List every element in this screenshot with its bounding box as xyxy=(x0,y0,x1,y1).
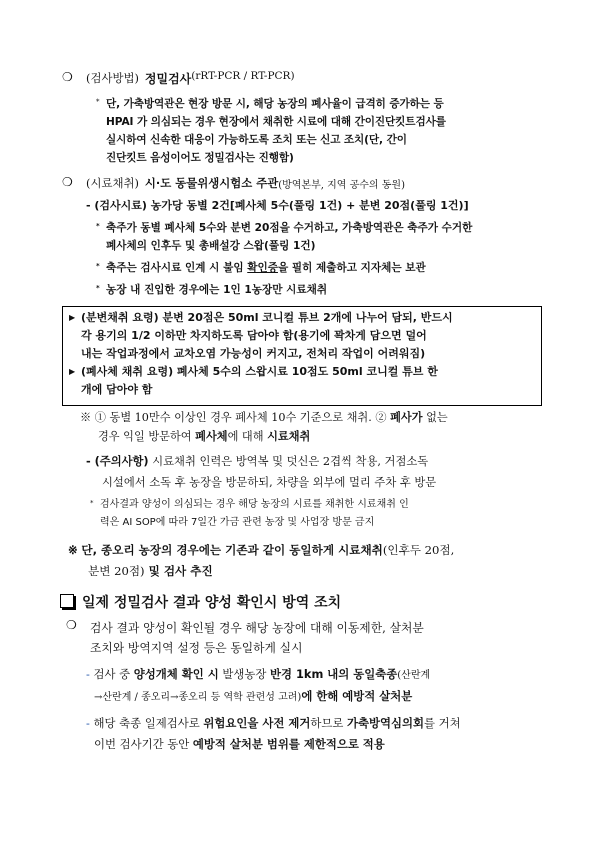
ref-text: 경우 익일 방문하여 xyxy=(98,430,196,443)
ref-text-bold: 시료채취 xyxy=(267,430,311,443)
star-bullet-icon: * xyxy=(96,284,100,292)
caution-head: - (주의사항) xyxy=(86,455,149,468)
s3-text: 해당 축종 일제검사로 xyxy=(93,716,204,730)
caution-text: 시료채취 인력은 방역복 및 덧신은 2겹씩 착용, 거점소독 xyxy=(148,455,429,468)
s2-note-line: 축주는 검사시료 인계 시 불임 xyxy=(106,262,248,274)
s3-text: 하므로 xyxy=(310,716,347,730)
caution-note xyxy=(90,496,409,532)
s3-text: 를 거쳐 xyxy=(424,716,461,730)
triangle-bullet-icon: ▶ xyxy=(69,367,76,376)
duck-mark: ※ xyxy=(68,543,78,557)
section-title-text: 일제 정밀검사 결과 양성 확인시 방역 조치 xyxy=(82,595,342,611)
sampling-guide-box xyxy=(62,306,542,406)
dash-bullet: - xyxy=(86,716,90,730)
caution-note-line: 력은 AI SOP에 따라 7일간 가금 관련 농장 및 사업장 방문 금지 xyxy=(100,517,375,528)
s3-line: 검사 결과 양성이 확인될 경우 해당 농장에 대해 이동제한, 살처분 xyxy=(90,621,424,635)
triangle-bullet-icon: ▶ xyxy=(69,313,76,322)
s3-text: 이번 검사기간 동안 xyxy=(94,737,193,751)
box-p1-line: (분변채취 요령) 분변 20점은 50ml 코니컬 튜브 2개에 나누어 담되, 반드시 xyxy=(81,311,453,324)
duck-text-bold: 및 검사 추진 xyxy=(144,564,213,578)
circle-bullet-icon: ❍ xyxy=(62,175,73,189)
duck-text: (인후두 20점, xyxy=(382,543,455,557)
star-bullet-icon: * xyxy=(96,262,100,270)
box-p1-line: 각 용기의 1/2 이하만 차지하도록 담아야 함(용기에 꽉차게 담으면 덜어 xyxy=(81,329,427,342)
s1-note-line: 실시하여 신속한 대응이 가능하도록 조치 또는 신고 조치(단, 간이 xyxy=(106,134,407,146)
s2-title: 시·도 동물위생시험소 주관 xyxy=(144,176,279,190)
s3-text-small: (산란계 xyxy=(397,670,431,681)
s3-text-bold: 반경 1km 내의 동일축종 xyxy=(269,667,398,681)
box-p1-line: 내는 작업과정에서 교차오염 가능성이 커지고, 전처리 작업이 어려워짐) xyxy=(81,347,426,360)
s3-text-small: →산란계 / 종오리→종오리 등 역학 관련성 고려) xyxy=(94,692,302,703)
s3-dash2 xyxy=(86,713,461,755)
s1-suffix: (rRT-PCR / RT-PCR) xyxy=(191,70,295,82)
circle-bullet-icon: ❍ xyxy=(66,618,77,632)
star-bullet-icon: * xyxy=(96,222,100,230)
s1-note xyxy=(96,95,546,167)
ref-text: 없는 xyxy=(422,411,448,424)
s3-text-bold: 에 한해 예방적 살처분 xyxy=(301,689,413,703)
star-bullet-icon: * xyxy=(96,98,100,106)
box-p2-line: (폐사체 채취 요령) 폐사체 5수의 스왑시료 10점도 50ml 코니컬 튜브 한 xyxy=(81,365,438,378)
ref-text: 으로 채취. ② xyxy=(321,411,391,424)
s3-text: 검사 중 xyxy=(93,667,134,681)
ref-mark: ※ xyxy=(80,411,92,424)
ref-text: 에 대해 xyxy=(227,430,268,443)
caution-note-line: 검사결과 양성이 의심되는 경우 해당 농장의 시료를 채취한 시료채취 인 xyxy=(100,499,409,510)
s2-header xyxy=(62,175,405,191)
s3-para xyxy=(66,618,424,658)
s2-note-line: 을 필히 제출하고 지자체는 보관 xyxy=(277,262,426,274)
s2-dash: - (검사시료) 농가당 동별 2건[폐사체 5수(풀링 1건) + 분변 20점(풀링 1건)] xyxy=(86,199,469,212)
s1-header xyxy=(62,70,295,87)
s3-text-bold: 가축방역심의회 xyxy=(347,716,425,730)
star-bullet-icon: * xyxy=(90,499,94,507)
caution xyxy=(86,451,436,493)
ref-text-bold: 폐사가 xyxy=(390,411,423,424)
ref-note xyxy=(80,408,448,446)
duck-text-bold: 단, 종오리 농장의 경우에는 기존과 같이 동일하게 xyxy=(81,543,339,557)
s3-text-bold: 예방적 살처분 범위를 제한적으로 적용 xyxy=(192,737,385,751)
s3-text-bold: 위험요인을 사전 제거 xyxy=(203,716,311,730)
s2-suffix: (방역본부, 지역 공수의 동원) xyxy=(278,180,405,191)
box-p2-line: 개에 담아야 함 xyxy=(81,383,153,396)
s1-note-line: HPAI 가 의심되는 경우 현장에서 채취한 시료에 대해 간이진단킷트검사를 xyxy=(106,116,446,128)
duck-text-bold: 시료채취 xyxy=(338,543,383,557)
checkbox-square-icon xyxy=(60,594,74,608)
section-title xyxy=(60,592,341,612)
dash-bullet: - xyxy=(86,667,90,681)
ref-text-bold: 폐사체 xyxy=(195,430,228,443)
ref-text: ① 동별 10만수 이상인 경우 폐사체 10수 기준 xyxy=(94,411,322,424)
s2-notes xyxy=(96,219,472,299)
caution-text: 시설에서 소독 후 농장을 방문하되, 차량을 외부에 멀리 주차 후 방문 xyxy=(102,476,437,489)
s1-title: 정밀검사 xyxy=(144,72,192,86)
s2-note-line: 축주가 동별 폐사체 5수와 분변 20점을 수거하고, 가축방역관은 축주가 수거한 xyxy=(106,222,473,234)
s2-note-line: 농장 내 진입한 경우에는 1인 1농장만 시료채취 xyxy=(106,284,328,296)
duck-text: 분변 20점) xyxy=(88,564,145,578)
s3-dash1 xyxy=(86,664,430,708)
s3-line: 조치와 방역지역 설정 등은 동일하게 실시 xyxy=(90,641,303,655)
s1-note-line: 진단킷트 음성이어도 정밀검사는 진행함) xyxy=(106,152,294,164)
duck-note xyxy=(68,540,454,582)
s2-head: (시료채취) xyxy=(86,176,139,190)
s3-text: 발생농장 xyxy=(218,667,270,681)
circle-bullet-icon: ❍ xyxy=(62,70,73,84)
s2-note-underlined: 확인증 xyxy=(247,262,278,274)
s3-text-bold: 양성개체 확인 시 xyxy=(133,667,219,681)
s1-head: (검사방법) xyxy=(86,71,139,85)
s2-note-line: 폐사체의 인후두 및 총배설강 스왑(풀링 1건) xyxy=(106,240,316,252)
s1-note-line: 단, 가축방역관은 현장 방문 시, 해당 농장의 폐사율이 급격히 증가하는 등 xyxy=(106,98,444,110)
